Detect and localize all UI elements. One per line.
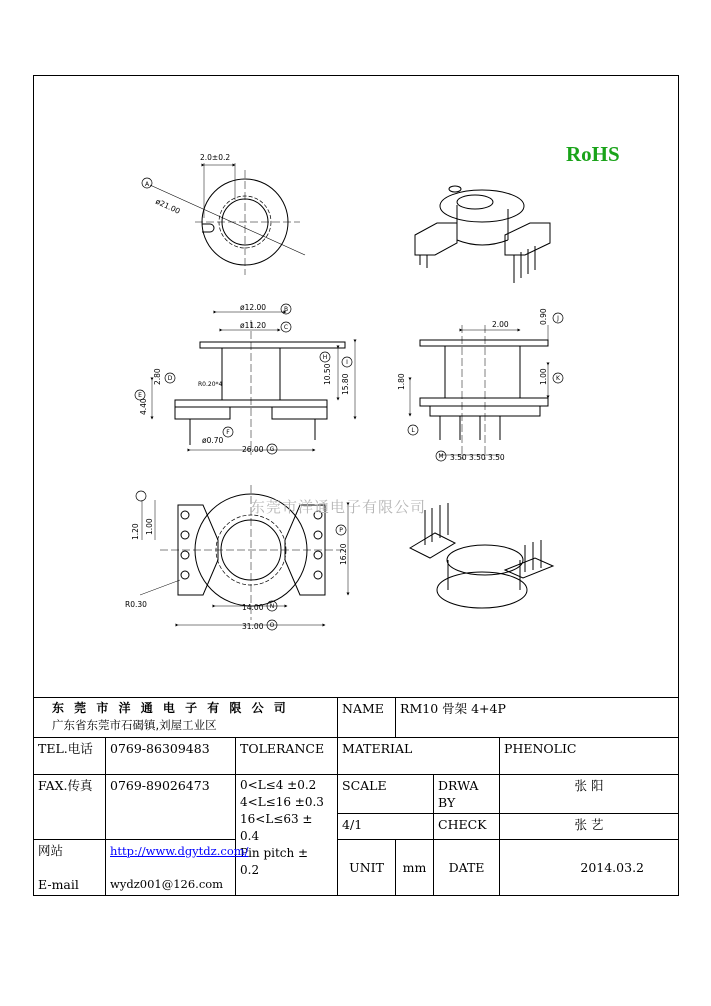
label-k: K [556,375,560,382]
label-l: L [411,427,415,434]
company-name: 东 莞 市 洋 通 电 子 有 限 公 司 [52,701,289,715]
dim-15-80: 15.80 [341,373,350,395]
dim-r0-20: R0.20*4 [198,381,223,388]
label-d: D [167,375,173,382]
email-value[interactable]: wydz001@126.com [106,868,236,896]
tolerance-1: 0<L≤4 ±0.2 [240,778,317,792]
email-label: E-mail [34,868,106,896]
label-o: O [269,622,275,629]
dim-dia0-70: ø0.70 [202,436,224,445]
scale-value: 4/1 [338,814,434,840]
dim-1-20: 1.20 [131,523,140,540]
dim-1-80: 1.80 [397,373,406,390]
dim-dia11-2: ø11.20 [240,321,267,330]
label-j: J [557,315,559,322]
dim-2-80: 2.80 [153,368,162,385]
material-value: PHENOLIC [500,738,679,775]
scale-label: SCALE [338,775,434,814]
tolerance-4: Pin pitch ± [240,846,309,860]
dim-26-00: 26.00 [242,445,264,454]
dim-1-00: 1.00 [539,368,548,385]
dim-dia12: ø12.00 [240,303,267,312]
label-h: H [322,354,328,361]
ref-labels [135,304,563,630]
label-e: E [138,392,142,399]
company-address: 广东省东莞市石碣镇,刘屋工业区 [52,718,217,732]
dim-4-40: 4.40 [139,398,148,415]
tolerance-2: 4<L≤16 ±0.3 [240,795,324,809]
drawn-label-1: DRWA [438,778,479,793]
drawn-label [434,775,500,814]
tolerance-4b: 0.2 [240,863,260,877]
web-label: 网站 [34,840,106,868]
tolerance-label: TOLERANCE [236,738,338,775]
dim-dia21: ø21.00 [154,196,182,216]
label-m: M [438,453,444,460]
iso-view-bottom [410,503,553,608]
label-b: B [283,306,289,313]
fax-label: FAX.传真 [34,775,106,840]
website-link[interactable]: http://www.dgytdz.com/ [110,844,249,858]
date-label: DATE [434,840,500,896]
fax-value: 0769-89026473 [106,775,236,840]
label-i: I [346,359,348,366]
name-value: RM10 骨架 4+4P [396,698,679,738]
top-view [150,163,305,275]
label-f: F [226,429,230,436]
label-a: A [144,181,150,188]
dim-2-0: 2.0±0.2 [200,153,231,162]
dim-r0-30: R0.30 [125,600,147,609]
unit-label: UNIT [338,840,396,896]
dim-10-50: 10.50 [323,363,332,385]
check-label: CHECK [434,814,500,840]
rohs-mark: RoHS [566,142,620,166]
dim-1-00-b: 1.00 [145,518,154,535]
label-p: P [339,527,343,534]
tolerance-3b: 0.4 [240,829,260,843]
dim-16-20: 16.20 [339,543,348,565]
tolerance-values [236,775,338,896]
dim-2-00: 2.00 [492,320,509,329]
iso-view-top [415,186,550,283]
drawn-label-2: BY [438,795,456,810]
material-label: MATERIAL [338,738,500,775]
drawn-value: 张 阳 [500,775,679,814]
label-g: G [269,446,275,453]
dim-31-00: 31.00 [242,622,264,631]
check-value: 张 艺 [500,814,679,840]
watermark: 东莞市洋通电子有限公司 [250,498,427,516]
tel-label: TEL.电话 [34,738,106,775]
dim-0-90: 0.90 [539,308,548,325]
label-n: N [269,603,275,610]
name-label: NAME [338,698,396,738]
unit-value: mm [396,840,434,896]
title-block [33,697,679,896]
dim-3-50-b: 3.50 [469,453,486,462]
label-c: C [283,324,289,331]
dim-3-50-a: 3.50 [450,453,467,462]
side-view [410,325,548,460]
tolerance-3: 16<L≤63 ± [240,812,313,826]
dim-14-00: 14.00 [242,603,264,612]
tel-value: 0769-86309483 [106,738,236,775]
dim-3-50-c: 3.50 [488,453,505,462]
date-value: 2014.03.2 [500,840,679,896]
